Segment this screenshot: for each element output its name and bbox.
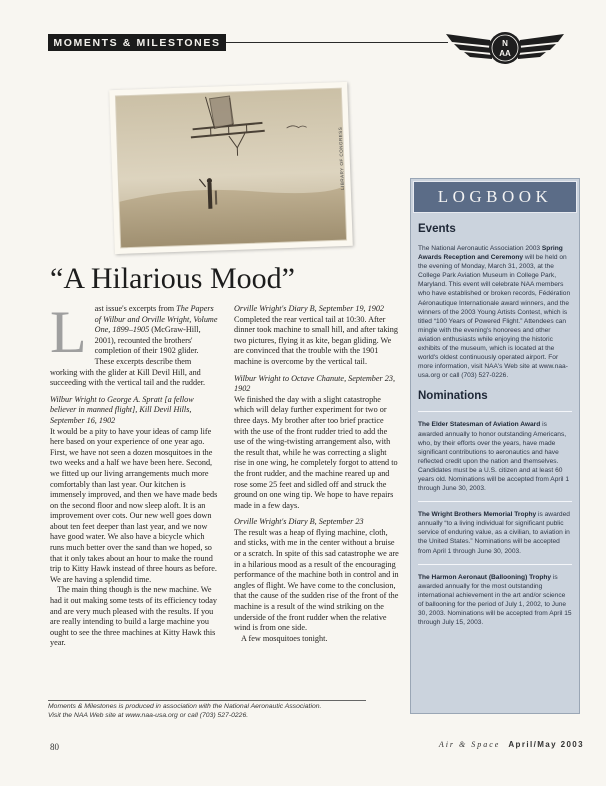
events-heading: Events xyxy=(418,223,456,235)
naa-logo-letters-bottom: AA xyxy=(499,49,511,58)
article-headline: “A Hilarious Mood” xyxy=(50,262,295,295)
entry-1-body: It would be a pity to have your ideas of camp life here based on your experience of one year ago. First, we have not seen a dozen mosquitoes in the two weeks and a half we have been here. Second, we fitted up our living arrangements much more comfortably than last year. Our kitchen is immensely improved, and then we have made beds on the second floor and now sleep aloft. It is an improvement over cots. Our new well goes down about ten feet deeper than last year, and we now have good water. We also have a bicycle which runs much better over the sand than we hoped, so that it only takes about an hour to make the round trip to Kitty Hawk instead of three hours as before. We are having a splendid time. xyxy=(50,426,218,584)
header-rule xyxy=(226,42,448,43)
nomination-text: is awarded annually to honor outstanding Americans, who, by their efforts over the years, have made significant contributions to aeronautics and have reflected credit upon the nation and themselves. Candidates must be a U.S. citizen and at least 60 years old. Nominations will be accepted from April 1 through June 30, 2003. xyxy=(418,421,569,493)
entry-2-body: Completed the rear vertical tail at 10:30. After dinner took machine to small hill, and after taking two pictures, flying it as kite, began gliding. We are convinced that the trouble with the 1901 machine is overcome by the vertical tail. xyxy=(234,314,398,366)
section-title: MOMENTS & MILESTONES xyxy=(48,34,226,51)
entry-1-source: Wilbur Wright to George A. Spratt [a fellow believer in manned flight], Kill Devil Hills, September 16, 1902 xyxy=(50,394,194,425)
intro-book-title: The Papers of Wilbur and Orville Wright, Volume One, 1899–1905 xyxy=(94,304,218,335)
entry-2-source: Orville Wright's Diary B, September 19, 1902 xyxy=(234,304,385,313)
entry-3-source: Wilbur Wright to Octave Chanute, September 23, 1902 xyxy=(234,373,395,394)
logbook-title: LOGBOOK xyxy=(413,181,577,213)
entry-3-body: We finished the day with a slight catastrophe which will delay further experiment for two or three days. My brother after too brief practice with the use of the front rudder tried to add the use of the wing-twisting arrangement also, with the result that, while he was correcting a slight rise in one wing, he completely forgot to attend to the front rudder, and the machine reared up and rose some 25 feet and sidled off and struck the ground on one wing tip. We hope to have repairs made in a few days. xyxy=(234,394,398,510)
events-text-end: will be held on the evening of Monday, March 31, 2003, at the College Park Aviation Museum in College Park, Maryland. This event will celebrate NAA members who have established or broken records, Fédération Aéronautique Internationale award winners, and the winners of the 2003 Young Artists Contest, which is titled “100 Years of Powered Flight.” Attendees can mingle with the evening's honorees and other aviation enthusiasts while enjoying the historic exhibits of the museum, which is located at the world's oldest continuously operated airport. For more information, visit NAA's Web site at www.naa-usa.org or call (703) 527-0226. xyxy=(418,254,571,380)
intro-text-start: ast issue's excerpts from xyxy=(94,304,177,313)
nomination-title: The Wright Brothers Memorial Trophy xyxy=(418,511,537,519)
article-column-1 xyxy=(50,299,218,649)
nomination-item xyxy=(418,501,572,555)
events-text xyxy=(418,244,572,380)
events-title: Spring Awards Reception and Ceremony xyxy=(418,245,563,262)
photo-credit: LIBRARY OF CONGRESS xyxy=(337,126,345,190)
nominations-heading: Nominations xyxy=(418,390,488,403)
issue-date: April/May 2003 xyxy=(508,740,584,749)
nomination-title: The Elder Statesman of Aviation Award xyxy=(418,421,541,429)
footnote xyxy=(48,703,378,721)
intro-text-end: (McGraw-Hill, 2001), recounted the brothers' completion of their 1902 glider. These excerpts describe them working with the glider at Kill Devil Hill, and succeeding with the vertical tail and the rudder. xyxy=(50,325,206,388)
entry-4-source: Orville Wright's Diary B, September 23 xyxy=(234,517,364,527)
glider-photo xyxy=(109,82,353,254)
magazine-name: Air & Space xyxy=(438,740,501,749)
entry-1-body-2: The main thing though is the new machine. We had it out making some tests of its efficiency today and are very much pleased with the results. If you are really intending to build a large machine you ought to see the three machines at Kitty Hawk this year. xyxy=(50,585,217,648)
magazine-folio xyxy=(414,740,584,749)
naa-logo-letter-top: N xyxy=(502,39,508,48)
article-intro xyxy=(50,299,218,389)
nomination-text: is awarded annually for the most outstanding international achievement in the art and/or science of ballooning for the period of July 1, 2002, to June 30, 2003. Nominations will be accepted from April 15 through July 15, 2003. xyxy=(418,573,572,627)
nomination-title: The Harmon Aeronaut (Ballooning) Trophy xyxy=(418,573,552,581)
events-text-start: The National Aeronautic Association 2003 xyxy=(418,245,542,252)
nomination-item xyxy=(418,411,572,493)
wright-glider-image xyxy=(109,82,353,254)
article-column-2 xyxy=(234,304,400,644)
footnote-rule xyxy=(48,700,366,701)
naa-winged-emblem-icon xyxy=(442,20,568,76)
nomination-item xyxy=(418,564,572,628)
footnote-line-2: Visit the NAA Web site at www.naa-usa.org or call (703) 527-0226. xyxy=(48,711,249,719)
entry-4-body-2: A few mosquitoes tonight. xyxy=(241,633,328,643)
footnote-line-1: Moments & Milestones is produced in association with the National Aeronautic Association. xyxy=(48,703,322,710)
drop-cap: L xyxy=(50,299,87,365)
entry-4-body: The result was a heap of flying machine, cloth, and sticks, with me in the center without a bruise or a scratch. In spite of this sad catastrophe we are in a hilarious mood as a result of the encouraging performance of the machine both in control and in angles of flight. We have come to the conclusion, that the cause of the sudden rise of the front of the machine is a result of the wind striking on the underside of the front rudder when the relative wind is from one side. xyxy=(234,527,399,633)
page-number: 80 xyxy=(50,742,59,752)
logbook-sidebar xyxy=(410,178,580,714)
nomination-text: is awarded annually “to a living individual for significant public service of enduring value, as a civilian, to aviation in the United States.” Nominations will be accepted from April 1 through June 30, 2003. xyxy=(418,511,570,555)
